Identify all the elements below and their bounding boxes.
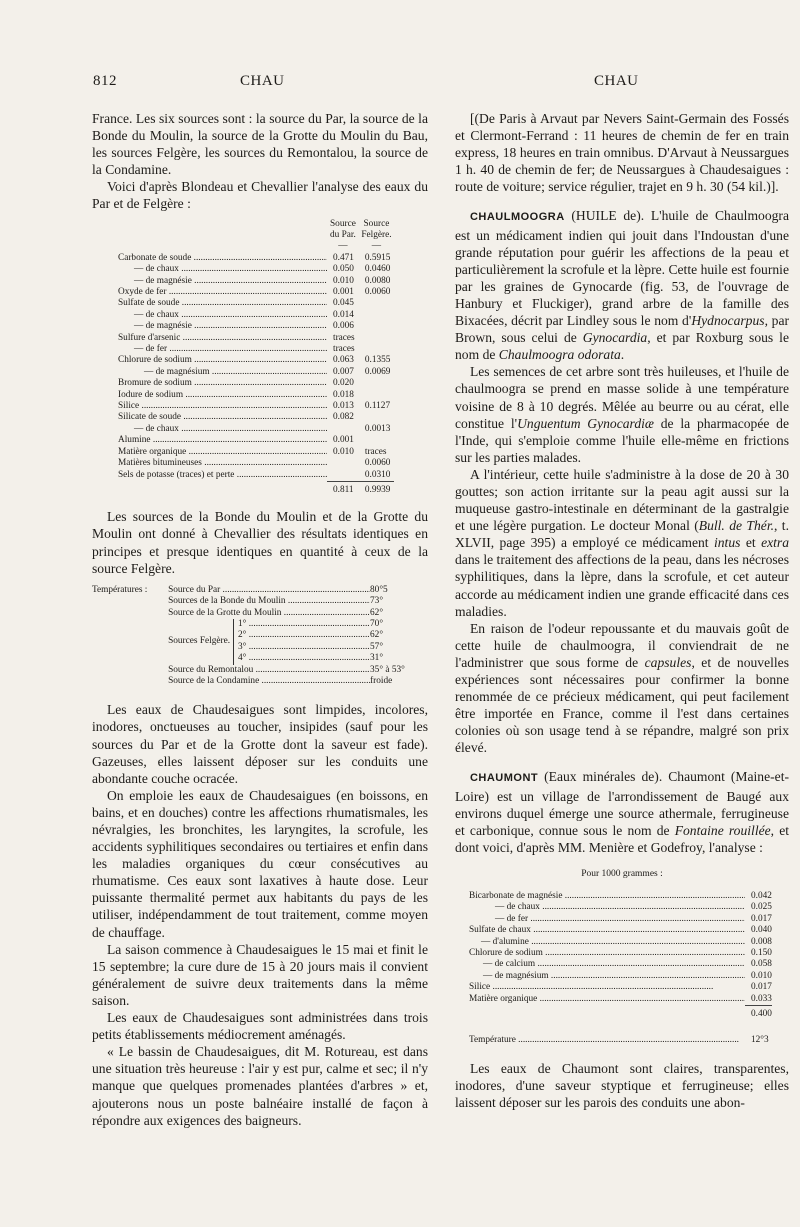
page-number: 812: [93, 73, 117, 89]
row-label: Source du Par .....: [168, 585, 370, 595]
row-value: [359, 390, 394, 401]
paragraph: [455, 363, 789, 466]
text-run: En raison de l'odeur repoussante et du mauvais goût de cette huile de chaulmoogra, il conviendrait de ne l'administrer que sous forme de: [455, 620, 789, 670]
paragraph: France. Les six sources sont : la source du Par, la source de la Bonde du Moulin, la source de la Grotte du Moulin du Bau, les sources Felgère, les sources du Remontalou, la source de la Condamine.: [92, 111, 428, 178]
row-value: [359, 378, 394, 389]
row-value: 0.0060: [364, 287, 391, 297]
paragraph: Les eaux de Chaumont sont claires, transparentes, inodores, d'une saveur styptique et ferrugineuse; elles laissent déposer sur les parois des conduits une abon-: [455, 1060, 789, 1111]
text-run: , et de nouvelles expériences sont nécessaires pour confirmer la bonne renommée de ce précieux médicament, qui peut facilement être importée en France, comme il l'est dans certaines colonies où son usage tend à se répandre, malgré son prix élevé.: [455, 654, 789, 756]
table-row: [118, 276, 394, 287]
row-label: 4° .....: [238, 653, 370, 663]
col-header: Source: [330, 218, 356, 229]
row-label: — de chaux .....: [134, 264, 327, 274]
row-label: 1° .....: [238, 619, 370, 629]
table-row: [118, 401, 394, 412]
row-label: — de chaux .....: [134, 424, 327, 434]
italic-run: extra: [761, 535, 789, 551]
row-value: 0.1127: [364, 401, 391, 412]
row-value: 0.150: [751, 948, 772, 959]
row-value: 62°: [370, 607, 384, 618]
row-value: 0.006: [333, 321, 354, 332]
table-row: [469, 902, 772, 913]
italic-run: Gynocardia: [582, 330, 648, 346]
row-value: 0.033: [751, 993, 772, 1004]
row-label: 3° .....: [238, 642, 370, 652]
row-value: 0.010: [333, 446, 354, 457]
row-label: Carbonate de soude .....: [118, 253, 327, 263]
row-label: Sulfate de soude .....: [118, 298, 327, 308]
row-label: Oxyde de fer .....: [118, 287, 327, 297]
italic-run: Chaulmoogra odorata: [498, 347, 621, 363]
row-value: 62°: [370, 630, 384, 641]
row-value: 0.010: [333, 275, 354, 286]
row-value: 0.013: [333, 401, 354, 412]
total-value: 0.400: [745, 1006, 772, 1021]
row-value: 0.017: [751, 982, 772, 993]
paragraph: [455, 620, 789, 757]
table-row: [469, 914, 772, 925]
row-value: 0.010: [751, 970, 772, 981]
entry-paren: (HUILE de).: [571, 208, 645, 224]
row-value: 0.0069: [364, 366, 391, 377]
temperatures-table: [92, 585, 412, 688]
row-value: 0.042: [751, 891, 772, 902]
paragraph: « Le bassin de Chaudesaigues, dit M. Rotureau, est dans une situation très heureuse : l'air y est pur, calme et sec; il n'y manque que quelques promenades plantées d'arbres » et, ajouterons nous un poste balnéaire installé de façon à répondre aux exigences des baigneurs.: [92, 1044, 428, 1128]
row-value: 0.040: [751, 925, 772, 936]
row-value: 12°3: [751, 1034, 769, 1045]
entry-chaumont: [455, 768, 789, 855]
text-run: , et par Roxburg sous le nom de: [455, 330, 789, 363]
row-value: 0.471: [333, 252, 354, 263]
col-header: Felgère.: [361, 229, 392, 240]
total-value: 0.9939: [359, 481, 394, 496]
italic-run: Unguentum Gynocardiæ: [517, 415, 654, 431]
row-value: 0.0460: [364, 264, 391, 275]
row-label: — de chaux .....: [495, 902, 745, 912]
table-row: [118, 298, 394, 309]
row-value: traces: [364, 446, 387, 457]
running-head-left: CHAU: [240, 73, 285, 89]
col-dash: —: [371, 241, 382, 252]
row-value: 73°: [370, 596, 384, 607]
row-label: — de chaux .....: [134, 310, 327, 320]
row-value: [327, 458, 359, 469]
row-value: [359, 412, 394, 423]
row-value: 80°5: [370, 584, 388, 595]
table-row: [469, 948, 772, 959]
italic-run: capsules: [644, 654, 692, 670]
italic-run: Bull. de Thér.: [698, 518, 775, 534]
row-value: 0.020: [333, 378, 354, 389]
row-value: 0.0310: [364, 469, 391, 480]
right-column: [455, 110, 789, 1111]
table-title: Pour 1000 grammes :: [581, 868, 663, 879]
row-label: Sels de potasse (traces) et perte .....: [118, 470, 327, 480]
row-label: Silice .....: [118, 401, 327, 411]
row-value: traces: [333, 332, 355, 343]
row-value: 0.001: [333, 435, 354, 446]
text-run: A l'intérieur, cette huile s'administre à la dose de 20 à 30 gouttes; son action irritante sur la peau agit aussi sur la muqueuse gastro-intestinale en déterminant de la gastralgie et une légère purgation. Le docteur Monal (: [455, 466, 789, 534]
row-value: 0.018: [333, 389, 354, 400]
table-row: [118, 355, 394, 366]
text-run: , par Brown, sous celui de: [455, 313, 790, 346]
table-row: [118, 378, 394, 389]
row-label: — de magnésium .....: [144, 367, 327, 377]
text-run: .: [620, 347, 625, 363]
row-label: Source du Remontalou .....: [168, 665, 370, 675]
row-value: 0.017: [751, 913, 772, 924]
row-label: Bromure de sodium .....: [118, 378, 327, 388]
row-value: 0.5915: [364, 252, 391, 263]
row-label: Chlorure de sodium .....: [118, 355, 327, 365]
row-label: Sources de la Bonde du Moulin .....: [168, 596, 370, 606]
table-row: [118, 390, 394, 401]
row-value: [359, 310, 394, 321]
row-value: 31°: [370, 653, 384, 664]
table-row: [118, 367, 394, 378]
table-row: [118, 344, 394, 355]
row-label: Matières bitumineuses .....: [118, 458, 327, 468]
row-value: 70°: [370, 618, 384, 629]
entry-heading: CHAULMOOGRA: [469, 211, 565, 224]
col-dash: —: [338, 241, 348, 252]
table-row: [469, 925, 772, 936]
row-value: 0.0013: [364, 423, 391, 434]
table-row: [469, 982, 772, 993]
table-row: [469, 994, 772, 1006]
row-value: [359, 321, 394, 332]
paragraph: Les sources de la Bonde du Moulin et de la Grotte du Moulin ont donné à Chevallier des résultats identiques en principes et presque identiques en quantité à ceux de la source Felgère.: [92, 509, 428, 576]
analysis-table-chaumont: [469, 891, 772, 1046]
text-run: Les semences de cet arbre sont très huileuses, et l'huile de chaulmoogra se prend en masse solide à une température voisine de 8 à 10 degrés. Mêlée au beurre ou au cérat, elle constitue l': [455, 364, 789, 431]
row-value: 0.1355: [364, 355, 391, 366]
paragraph: La saison commence à Chaudesaigues le 15 mai et finit le 15 septembre; la cure dure de 15 à 20 jours mais il convient généralement de suivre deux traitements dans la même saison.: [92, 941, 428, 1008]
row-value: 0.050: [333, 264, 354, 275]
row-label: Sulfure d'arsenic .....: [118, 333, 327, 343]
row-label: Source de la Condamine .....: [168, 676, 370, 686]
table-row: [118, 287, 394, 298]
italic-run: Hydnocarpus: [691, 313, 765, 329]
entry-chaulmoogra: [455, 207, 789, 363]
table-row: [118, 264, 394, 275]
row-label: — de calcium .....: [483, 959, 745, 969]
total-value: 0.811: [327, 481, 359, 496]
temps-title: Températures :: [92, 584, 148, 595]
temperature-row: [469, 1035, 772, 1046]
row-label: — d'alumine .....: [481, 937, 745, 947]
row-label: Iodure de sodium .....: [118, 390, 327, 400]
row-value: 0.007: [333, 366, 354, 377]
analysis-table-par-felgere: [118, 219, 394, 497]
row-value: 0.0080: [364, 275, 391, 286]
row-value: [359, 333, 394, 344]
col-header: du Par.: [330, 229, 356, 240]
row-label: Matière organique .....: [118, 447, 327, 457]
paragraph: Les eaux de Chaudesaigues sont limpides, incolores, inodores, onctueuses au toucher, insipides (sauf pour les sources du Par et de la Grotte dont la saveur est fade). Gazeuses, elles laissent déposer sur les conduits une abondante couche ocracée.: [92, 702, 428, 786]
table-row: [118, 253, 394, 264]
table-row: [469, 971, 772, 982]
row-value: 0.058: [751, 959, 772, 970]
italic-run: intus: [713, 535, 741, 551]
row-label: Bicarbonate de magnésie .....: [469, 891, 745, 901]
table-row: [118, 458, 394, 469]
row-label: — de magnésium .....: [483, 971, 745, 981]
row-label: Matière organique .....: [469, 994, 745, 1004]
row-value: 35° à 53°: [370, 664, 405, 675]
paragraph: On emploie les eaux de Chaudesaigues (en boissons, en bains, et en douches) contre les affections rhumatismales, les névralgies, les bronchites, les laryngites, la scrofule, les accidents syphilitiques secondaires ou tertiaires et enfin dans les maladies organiques du cœur consécutives au rhumatisme. Ces eaux sont laxatives à haute dose. Leur puissante thermalité permet aux habitants du pays de les utiliser, indépendamment de tout traitement, comme moyen de chauffage.: [92, 787, 428, 940]
left-column: [92, 110, 428, 1129]
table-row: [469, 891, 772, 902]
row-label: — de magnésie .....: [134, 321, 327, 331]
table-row: [118, 412, 394, 423]
row-value: [359, 298, 394, 309]
col-header: Source: [363, 218, 390, 229]
row-value: [359, 344, 394, 355]
row-label: 2° .....: [238, 630, 370, 640]
row-label: Sulfate de chaux .....: [469, 925, 745, 935]
row-label: — de fer .....: [495, 914, 745, 924]
total-row: [118, 481, 394, 496]
paragraph: [(De Paris à Arvaut par Nevers Saint-Germain des Fossés et Clermont-Ferrand : 11 heures de chemin de fer en train express, 18 heures en train omnibus. D'Arvaut à Neussargues 1 h. 40 de chemin de fer; de Neussargues à Chaudesaigues : route de voiture; service régulier, trajet en 9 h. 30 (54 kil.)].: [455, 111, 789, 195]
paragraph: Voici d'après Blondeau et Chevallier l'analyse des eaux du Par et de Felgère :: [92, 179, 428, 212]
table-row: [118, 447, 394, 458]
row-label: Silicate de soude .....: [118, 412, 327, 422]
row-value: froide: [370, 675, 393, 686]
row-value: 0.0060: [364, 458, 391, 469]
row-label: — de magnésie .....: [134, 276, 327, 286]
text-run: , t. XLVII, page 395) a employé ce médicament: [455, 518, 789, 551]
row-value: [327, 424, 359, 435]
felgere-label: Sources Felgère.: [168, 619, 233, 665]
row-label: — de fer .....: [134, 344, 327, 354]
text-run: dans le traitement des affections de la peau, dans les nécroses syphilitiques, dans la lèpre, dans la scrofule, et cet auteur accorde au médicament indien une grande efficacité dans ces maladies.: [455, 552, 789, 619]
table-row: [118, 333, 394, 344]
table-row: [469, 959, 772, 970]
running-head-right: CHAU: [594, 73, 639, 89]
entry-heading: CHAUMONT: [469, 772, 539, 785]
row-label: Source de la Grotte du Moulin .....: [168, 608, 370, 618]
row-value: 0.014: [333, 309, 354, 320]
row-value: [359, 435, 394, 446]
table-row: [118, 470, 394, 482]
total-row: [469, 1006, 772, 1021]
table-row: [118, 310, 394, 321]
table-row: [118, 424, 394, 435]
table-row: [118, 435, 394, 446]
row-label: Silice .....: [469, 982, 713, 992]
paragraph: Les eaux de Chaudesaigues sont administrées dans trois petits établissements médiocrement aménagés.: [92, 1010, 428, 1043]
text-run: L'huile de Chaulmoogra est un médicament indien qui jouit dans l'Indoustan d'une grande réputation pour guérir les affections de la peau et particulièrement la scrofule et la lèpre. Cette huile est fournie par les graines de Gynocarde (fig. 53, de l'ouvrage de Hanbury et Fluckiger), grand arbre de la famille des Bixacées, décrit par Lindley sous le nom d': [455, 208, 789, 329]
table-row: [118, 321, 394, 332]
row-value: [327, 470, 359, 482]
row-value: 0.025: [751, 902, 772, 913]
row-value: 0.001: [333, 287, 354, 297]
text-run: de la pharmacopée de l'Inde, qui s'emploie comme l'huile elle-même en frictions sur les parties malades.: [455, 415, 789, 465]
row-value: 0.008: [751, 936, 772, 947]
text-run: et: [740, 535, 762, 551]
row-label: Alumine .....: [118, 435, 327, 445]
text-run: , et dont voici, d'après MM. Menière et Godefroy, l'analyse :: [455, 822, 790, 855]
row-value: 0.045: [333, 298, 354, 309]
row-value: 0.082: [333, 412, 354, 423]
row-value: 57°: [370, 641, 384, 652]
row-value: 0.063: [333, 355, 354, 366]
row-value: traces: [333, 344, 355, 355]
text-run: (Eaux minérales de). Chaumont (Maine-et-Loire) est un village de l'arrondissement de Baugé aux environs duquel émerge une source athermale, ferrugineuse et carbonique, connue sous le nom de: [455, 769, 789, 838]
italic-run: Fontaine rouillée: [674, 822, 771, 838]
table-row: [469, 937, 772, 948]
paragraph: [455, 466, 789, 620]
row-label: Chlorure de sodium .....: [469, 948, 745, 958]
row-label: Température .....: [469, 1035, 739, 1045]
